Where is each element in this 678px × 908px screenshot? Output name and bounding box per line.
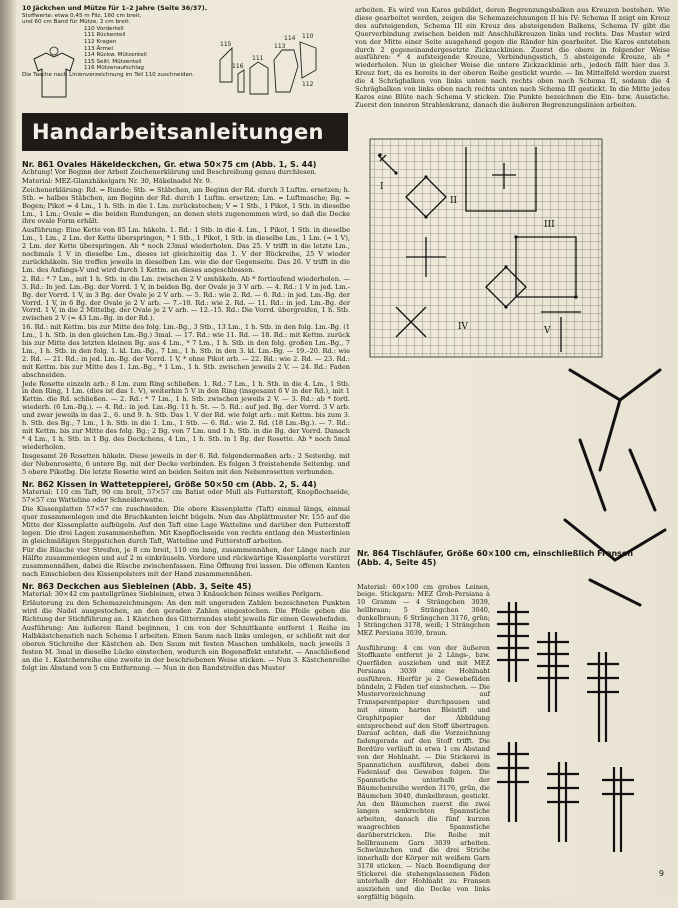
- paragraph: arbeiten. Es wird von Karos gebildet, deren Begrenzungsbalken aus Kreuzen bestehen. Wie diese gearbeitet werden, zeigen die Schemazeichnungen II bis IV: Schema II zeigt ein Kreuz des aufsteigenden, Schema III ein Kreuz des absteigenden Balkens, Schema IV gibt die Querverbindung zwischen beiden mit Anschlußkreuzen links und rechts. Das Muster wird von der Mitte einer Seite ausgehend gegen die Ränder hin gearbeitet. Die Karos entstehen durch 2 gegeneinandergesetzte Zickzacklinien. Zuerst die obere in folgender Weise ausführen: * 4 aufsteigende Kreuze, Verbindungsstich, 5 absteigende Kreuze, ab * wiederholen. Nun in gleicher Weise die untere Zickzacklinie arb., jedoch fällt hier das 3. Kreuz fort, da es bereits in der oberen Reihe gestickt wurde. — Im Mittelfeld werden zuerst die 4 Schrägbalken von links unten nach rechts oben nach Schema II, sodann die 4 Schrägbalken von links oben nach rechts unten nach Schema III gestickt. In die Mitte jedes Karos eine Blüte nach Schema V sticken. Die Punkte bezeichnen die Ein- bzw. Ausstiche. Zuerst den inneren Strahlenkranz, danach die äußeren Begrenzungslinien arbeiten.: [355, 6, 670, 109]
- part-number: 113: [274, 43, 286, 50]
- caption-nr864: Nr. 864 Tischläufer, Größe 60×100 cm, einschließlich Fransen (Abb. 4, Seite 45): [357, 549, 634, 567]
- schema-label-iii: III: [544, 220, 555, 230]
- paragraph: Material: 30×42 cm pastellgrünes Siebleinen, etwa 3 Knäuelchen feines weißes Perlgarn.: [22, 590, 323, 599]
- pattern-parts-sketch: [218, 30, 318, 100]
- paragraph: 2. Rd.: * 7 Lm., mit 1 h. Stb. in die Lm. zwischen 2 V umhäkeln. Ab * fortlaufend wiederholen. — 3. Rd.: In jed. Lm.-Bg. der Vorrd. 1 V, in beiden Bg. der Ovale je 3 V arb. — 4. Rd.: 1 V in jed. Lm.-Bg. der Vorrd. 1 V, in 3 Bg. der Ovale je 2 V arb. — 5. Rd.: wie 2. Rd. — 6. Rd.: in jed. Lm.-Bg. der Vorrd. 1 V, in 6 Bg. der Ovale je 2 V arb. — 7.–10. Rd.: wie 2. Rd. — 11. Rd.: in jed. Lm.-Bg. der Vorrd. 1 V, in die 2 Mittelbg. der Ovale je 2 V arb. — 12.–15. Rd.: Die Vorrd. übergreifen, 1 h. Stb. zwischen 2 V (= 43 Lm.-Bg. in der Rd.).: [22, 274, 350, 323]
- schema-label-iv: IV: [458, 322, 469, 332]
- schema-label-ii: II: [450, 196, 458, 206]
- schema-label-v: V: [544, 326, 551, 336]
- paragraph: Erläuterung zu den Schemazeichnungen: An den mit ungeraden Zahlen bezeichneten Punkten wird die Nadel ausgestochen, an den geraden Zahlen eingestochen. Die Pfeile geben die Richtung der Stichführung an. 1 Kästchen des Gitterrandes steht jeweils für einen Gewebefaden.: [22, 599, 350, 624]
- caption-nr862: Nr. 862 Kissen in Watteteppierei, Größe 50×50 cm (Abb. 2, S. 44): [22, 480, 317, 490]
- top-line: 110 Vorderteil: [84, 25, 124, 32]
- top-item-title: Jäckchen und Mütze für 1–2 Jahre (Seite 36/37).: [32, 4, 208, 12]
- paragraph: Insgesamt 26 Rosetten häkeln. Diese jeweils in der 6. Rd. folgendermaßen arb.: 2 Seitenbg. mit der Nebenrosette, 6 untere Bg. mit der Decke verbinden. Es folgen 3 freistehende Seitenbg. und 5 obere Pikotbg. Die letzte Rosette wird an beiden Seiten mit den Nebenrosetten verbunden.: [22, 451, 350, 476]
- top-line: 114 Rückw. Mützenteil: [84, 52, 147, 59]
- embroidery-tree-pattern: [489, 592, 654, 860]
- stitch-schema-grid: [366, 137, 606, 361]
- paragraph: Ausführung: 4 cm von der äußeren Stoffkante entfernt je 2 Längs-, bzw. Querfäden ausziehen und mit MEZ Persiana 3039 eine Hohlnaht ausführen. Hierfür je 2 Gewebefäden bündeln, 2 Fäden tief einstechen. — Die Mustervorzeichnung auf Transparentpapier durchpausen und mit einem harten Bleistift und Graphitpapier der Abbildung entsprechend auf den Stoff übertragen. Darauf achten, daß die Vorzeichnung fadengerade auf den Stoff trifft. Die Bordüre verläuft in etwa 1 cm Abstand von der Hohlnaht. — Die Stickerei in Spannstichen ausführen, dabei dem Fadenlauf des Gewebes folgen. Die Spannstiche unterhalb der Bäumchenreihe werden 3176, grün, die Bäumchen 3040, dunkelbraun, gestickt. An den Bäumchen zuerst die zwei langen senkrechten Spannstiche arbeiten, danach die fünf kurzen waagrechten Spannstiche darüberstricken. Die Reihe mit hellbraunem Garn 3039 arbeiten. Schwünzchen und die drei Striche innerhalb der Körper mit weißem Garn 3178 sticken. — Nach Beendigung der Stickerei die stehengelassenen Fäden unterhalb der Hohlnaht zu Fransen ausziehen und die Decke von links sorgfältig bügeln.: [357, 643, 490, 902]
- paragraph: Die Kissenplatten 57×57 cm zuschneiden. Die obere Kissenplatte (Taft) einmal längs, einmal quer zusammenlegen und die Bruchkanten leicht bügeln. Nun das Abplättmuster Nr. 155 auf die Mitte der Kissenplatte aufbügeln. Auf den Taft eine Lage Watteline und darüber den Futterstoff legen. Die drei Lagen zusammenheften. Mit Knopflochseide von rechts entlang den Musterlinien in gleichmäßigen Steppstichen durch Taft, Watteline und Futterstoff arbeiten.: [22, 505, 350, 545]
- jacket-figure-sketch: [26, 45, 90, 101]
- top-item-number: 10: [22, 4, 32, 12]
- page-number: 9: [658, 869, 664, 878]
- nr864-text: [357, 577, 490, 908]
- paragraph: Achtung! Vor Beginn der Arbeit Zeichenerklärung und Beschreibung genau durchlesen.: [22, 168, 317, 176]
- paragraph: Ausführung: Am äußeren Rand beginnen, 1 cm von der Schnittkante entfernt 1 Reihe im Halbkästchenstich nach Schema I arbeiten. Einen Saum nach links umlegen, er schließt mit der oberen Stichreihe der Kästchen ab. Den Saum mit festen Maschen umhäkeln, nach jeweils 3 festen M. 3mal in dieselbe Lücke einstechen, wodurch ein Bogeneffekt entsteht. — Anschließend an die 1. Kästchenreihe eine zweite in der beschriebenen Weise sticken. — Nun 3. Kästchenreihe folgt im Abstand von 5 cm Entfernung. — Nun in den Randstreifen das Muster: [22, 624, 350, 672]
- right-column-top: [355, 7, 670, 111]
- part-number: 115: [220, 41, 232, 48]
- top-line: und 60 cm Band für Mütze, 2 cm breit.: [22, 19, 131, 26]
- top-line: 111 Rückenteil: [84, 32, 126, 39]
- part-number: 114: [284, 35, 296, 42]
- paragraph: Ausführung: Eine Kette von 85 Lm. häkeln. 1. Rd.: 1 Stb. in die 4. Lm., 1 Pikot, 1 Stb. in dieselbe Lm., 1 Lm., 2 Lm. der Kette überspringen, * 1 Stb., 1 Pikot, 1 Stb. in dieselbe Lm., 1 Lm. (= 1 V), 2 Lm. der Kette überspringen. Ab * noch 23mal wiederholen. Das 25. V trifft in die letzte Lm., nochmals 1 V in dieselbe Lm., dieses ist gleichzeitig das 1. V der Rückreihe, 25 V wieder zurückhäkeln. Sie treffen jeweils in dieselben Lm. wie die der Gegenseite. Das 26. V trifft in die Lm. des Anfangs-V und wird durch 1 Kettm. an dieses angeschlossen.: [22, 226, 350, 274]
- fringe-motif-diagram: [560, 360, 670, 610]
- paragraph: Zeichenerklärung: Rd. = Runde; Stb. = Stäbchen, am Beginn der Rd. durch 3 Luftm. ersetzen; h. Stb. = halbes Stäbchen, am Beginn der Rd. durch 1 Luftm. ersetzen; Lm. = Luftmasche; Bg. = Bogen; Pikot = 4 Lm., 1 h. Stb. in die 1. Lm. zurückstechen; V = 1 Stb., 1 Pikot, 1 Stb. in dieselbe Lm., 1 Lm.; Ovale = die beiden Rundungen, an denen stets zugenommen wird, so daß die Decke ihre ovale Form erhält.: [22, 185, 350, 226]
- paragraph: Material: 110 cm Taft, 90 cm breit, 57×57 cm Batist oder Mull als Futterstoff, Knopflochseide, 57×57 cm Watteline oder Schneiderwatte.: [22, 488, 350, 505]
- section-header-title: Handarbeitsanleitungen: [32, 120, 324, 144]
- schema-label-i: I: [380, 182, 384, 192]
- top-line: 112 Kragen: [84, 38, 117, 45]
- top-line: 115 Seitl. Mützenteil: [84, 58, 142, 65]
- paragraph: Material: MEZ-Glanzhäkelgarn Nr. 30, Häkelnadel Nr. 9.: [22, 176, 212, 185]
- top-line: Stoffwerte: etwa 0,45 m Filz, 160 cm breit,: [22, 12, 142, 19]
- paragraph: 16. Rd.: mit Kettm. bis zur Mitte des folg. Lm.-Bg., 3 Stb., 13 Lm., 1 h. Stb. in den folg. Lm.-Bg. (1 Lm., 1 h. Stb. in den gleichen Lm.-Bg.) 3mal. — 17. Rd.: wie 11. Rd. — 18. Rd.: mit Kettm. zurück bis zur Mitte des letzten kleinen Bg. aus 4 Lm., * 7 Lm., 1 h. Stb. in den folg. großen Lm.-Bg., 7 Lm., 1 h. Stb. in den folg. 1. kl. Lm.-Bg., 7 Lm., 1 h. Stb. in den 3. kl. Lm.-Bg. — 19.–20. Rd.: wie 2. Rd. — 21. Rd.: in jed. Lm.-Bg. der Vorrd. 1 V, * ohne Pikot arb. — 22. Rd.: wie 2. Rd. — 23. Rd.: mit Kettm. bis zur Mitte des 1. Lm.-Bg., * 1 Lm., 1 h. Stb. zwischen jeweils 2 V. — 24. Rd.: Faden abschneiden.: [22, 323, 350, 379]
- top-line: 116 Mützenaufschlag: [84, 65, 144, 72]
- caption-nr861: Nr. 861 Ovales Häkeldeckchen, Gr. etwa 50×75 cm (Abb. 1, S. 44): [22, 160, 317, 169]
- left-column: [22, 160, 350, 673]
- part-number: 112: [302, 81, 314, 88]
- paragraph: Jede Rosette einzeln arb.: 8 Lm. zum Ring schließen. 1. Rd.: 7 Lm., 1 h. Stb. in die 4. Lm., 1 Stb. in den Ring, 1 Lm. (dies ist das 1. V), weiterhin 5 V in den Ring (insgesamt 6 V in der Rd.), mit 1 Kettm. die Rd. schließen. — 2. Rd.: * 7 Lm., 1 h. Stb. zwischen jeweils 2 V. — 3. Rd.: ab * fortl. wiederh. (6 Lm.-Bg.). — 4. Rd.: in jed. Lm.-Bg. 11 h. St. — 5. Rd.: auf jed. Bg. der Vorrd. 3 V arb. und zwar jeweils in das 2., 6. und 9. h. Stb. Das 1. V der Rd. wie folgt arb.: mit Kettm. bis zum 3. h. Stb. des Bg., 7 Lm., 1 h. Stb. in die 1. Lm., 1 Stb. — 6. Rd.: wie 2. Rd. (18 Lm.-Bg.). — 7. Rd.: mit Kettm. bis zur Mitte des folg. Bg.; 2 Bg. von 7 Lm. und 1 h. Stb. in die Bg. der Vorrd. Danach * 4 Lm., 1 h. Stb. in 1 Bg. des Deckchens, 4 Lm., 1 h. Stb. in 1 Bg. der Rosette. Ab * noch 5mal wiederholen.: [22, 379, 350, 451]
- top-line: 113 Ärmel: [84, 45, 113, 52]
- top-line: Die Tasche nach Linienverzeichnung im Teil 110 zuschneiden.: [22, 71, 195, 78]
- paragraph: Für die Rüsche vier Streifen, je 8 cm breit, 110 cm lang, zusammennähen, der Länge nach zur Hälfte zusammenlegen und auf 2 m einkräuseln. Vordere und rückwärtige Kissenplatte verstürzt zusammennähen, dabei die Rüsche zwischenfassen. Eine Öffnung frei lassen. Die offenen Kanten nach Einschieben des Kissenpolsters mit der Hand zusammennähen.: [22, 545, 350, 578]
- page-binding-edge: [0, 0, 16, 900]
- section-header-band: [22, 113, 348, 151]
- part-number: 110: [302, 33, 314, 40]
- part-number: 116: [232, 63, 244, 70]
- caption-nr863: Nr. 863 Deckchen aus Siebleinen (Abb. 3, Seite 45): [22, 582, 252, 592]
- part-number: 111: [252, 55, 264, 62]
- paragraph: Material: 60×100 cm grobes Leinen, beige. Stickgarn: MEZ Grob-Persiana à 10 Gramm — 4 Strängchen 3039, hellbraun; 5 Strängchen 3040, dunkelbraun; 6 Strängchen 3176, grün; 1 Strängchen 3178, weiß; 1 Strängchen MEZ Persiana 3039, braun.: [357, 582, 490, 638]
